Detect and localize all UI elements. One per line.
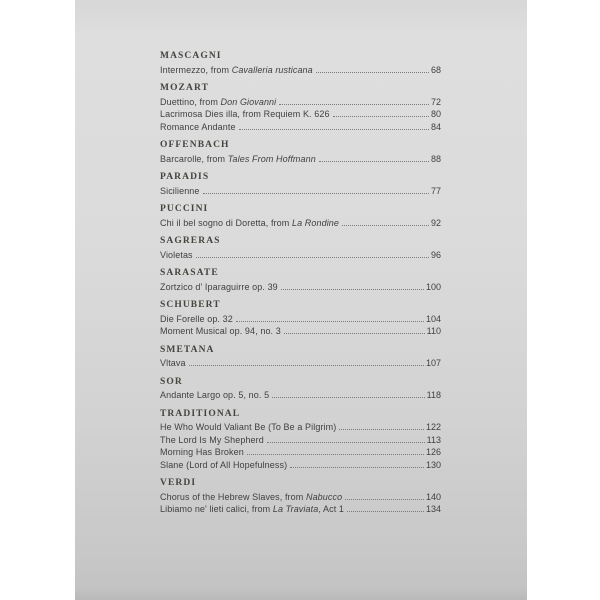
- leader-dots: [239, 129, 429, 130]
- composer-heading: SARASATE: [160, 268, 219, 278]
- toc-section: [160, 408, 441, 472]
- composer-heading: SMETANA: [160, 344, 215, 355]
- toc-section: [160, 299, 441, 338]
- page-number: 113: [426, 434, 441, 445]
- page-number: 107: [425, 358, 441, 368]
- piece-title: Intermezzo, from Cavalleria rusticana: [160, 64, 313, 75]
- piece-title: Romance Andante: [160, 121, 236, 132]
- toc-section: [160, 171, 441, 197]
- leader-dots: [272, 397, 424, 398]
- leader-dots: [345, 499, 424, 500]
- leader-dots: [342, 225, 429, 226]
- piece-title: Morning Has Broken: [160, 447, 244, 457]
- toc-entry: [160, 446, 441, 459]
- piece-title: Moment Musical op. 94, no. 3: [160, 326, 281, 336]
- page-number: 72: [430, 96, 441, 107]
- toc-entry: [160, 281, 441, 294]
- composer-heading: OFFENBACH: [160, 140, 230, 150]
- toc-entry: [160, 249, 441, 262]
- toc-entry: [160, 503, 441, 516]
- composer-heading: SCHUBERT: [160, 300, 221, 310]
- page-number: 92: [430, 217, 441, 228]
- toc-entry: [160, 96, 441, 109]
- toc-entry: [160, 217, 441, 230]
- piece-title: The Lord Is My Shepherd: [160, 434, 264, 445]
- toc-entry: [160, 185, 441, 198]
- page-number: 68: [430, 64, 441, 75]
- piece-title: Andante Largo op. 5, no. 5: [160, 390, 270, 400]
- toc-entry: [160, 421, 441, 434]
- toc-entry: [160, 153, 441, 166]
- composer-heading: MOZART: [160, 83, 210, 93]
- piece-title: Chorus of the Hebrew Slaves, from Nabucco: [160, 491, 343, 502]
- piece-title: Chi il bel sogno di Doretta, from La Rondine: [160, 217, 340, 228]
- toc-entry: [160, 357, 441, 370]
- toc-section: [160, 139, 441, 165]
- toc-entry: [160, 108, 441, 121]
- page-number: 104: [425, 313, 441, 324]
- piece-title: Slane (Lord of All Hopefulness): [160, 459, 288, 470]
- toc-entry: [160, 491, 441, 504]
- toc-section: [160, 376, 441, 402]
- piece-title: Lacrimosa Dies illa, from Requiem K. 626: [160, 109, 330, 119]
- toc-entry: [160, 434, 441, 447]
- toc-entry: [160, 121, 441, 134]
- page-number: 88: [430, 153, 441, 164]
- page-number: 77: [430, 185, 441, 196]
- leader-dots: [247, 454, 424, 455]
- piece-title: Violetas: [160, 249, 193, 260]
- toc-section: [160, 344, 441, 370]
- toc-section: [160, 50, 441, 76]
- piece-title: Zortzico d' Iparaguirre op. 39: [160, 281, 278, 292]
- piece-title: Libiamo ne' lieti calici, from La Traviata, Act 1: [160, 504, 345, 514]
- toc-entry: [160, 325, 441, 338]
- toc-entry: [160, 389, 441, 402]
- toc-section: [160, 267, 441, 293]
- piece-title: He Who Would Valiant Be (To Be a Pilgrim): [160, 422, 337, 432]
- toc-entry: [160, 459, 441, 472]
- leader-dots: [281, 289, 424, 290]
- composer-heading: SAGRERAS: [160, 236, 221, 246]
- toc-section: [160, 235, 441, 261]
- page-number: 118: [426, 390, 441, 400]
- composer-heading: PUCCINI: [160, 204, 209, 214]
- leader-dots: [319, 161, 429, 162]
- leader-dots: [347, 511, 424, 512]
- piece-title: Sicilienne: [160, 185, 200, 196]
- toc-section: [160, 477, 441, 516]
- leader-dots: [203, 193, 429, 194]
- page-number: 130: [425, 459, 441, 470]
- page-number: 110: [426, 326, 441, 336]
- page-number: 134: [425, 504, 441, 514]
- leader-dots: [236, 321, 424, 322]
- book-page: [75, 0, 527, 600]
- composer-heading: VERDI: [160, 478, 197, 488]
- page-number: 84: [430, 121, 441, 132]
- leader-dots: [267, 442, 425, 443]
- piece-title: Duettino, from Don Giovanni: [160, 96, 277, 107]
- leader-dots: [284, 333, 425, 334]
- leader-dots: [196, 257, 429, 258]
- toc-entry: [160, 64, 441, 77]
- toc-entry: [160, 313, 441, 326]
- composer-heading: SOR: [160, 376, 183, 387]
- leader-dots: [279, 104, 429, 105]
- piece-title: Die Forelle op. 32: [160, 313, 233, 324]
- piece-title: Vltava: [160, 358, 186, 368]
- table-of-contents: [160, 50, 441, 522]
- page-number: 80: [430, 109, 441, 119]
- piece-title: Barcarolle, from Tales From Hoffmann: [160, 153, 316, 164]
- page-number: 126: [425, 447, 441, 457]
- leader-dots: [316, 72, 429, 73]
- leader-dots: [339, 429, 424, 430]
- page-number: 100: [425, 281, 441, 292]
- toc-section: [160, 82, 441, 133]
- composer-heading: TRADITIONAL: [160, 408, 241, 419]
- page-number: 140: [425, 491, 441, 502]
- composer-heading: PARADIS: [160, 172, 210, 182]
- leader-dots: [189, 365, 424, 366]
- leader-dots: [333, 116, 429, 117]
- page-number: 122: [425, 422, 441, 432]
- leader-dots: [290, 467, 424, 468]
- page-number: 96: [430, 249, 441, 260]
- composer-heading: MASCAGNI: [160, 51, 222, 61]
- toc-section: [160, 203, 441, 229]
